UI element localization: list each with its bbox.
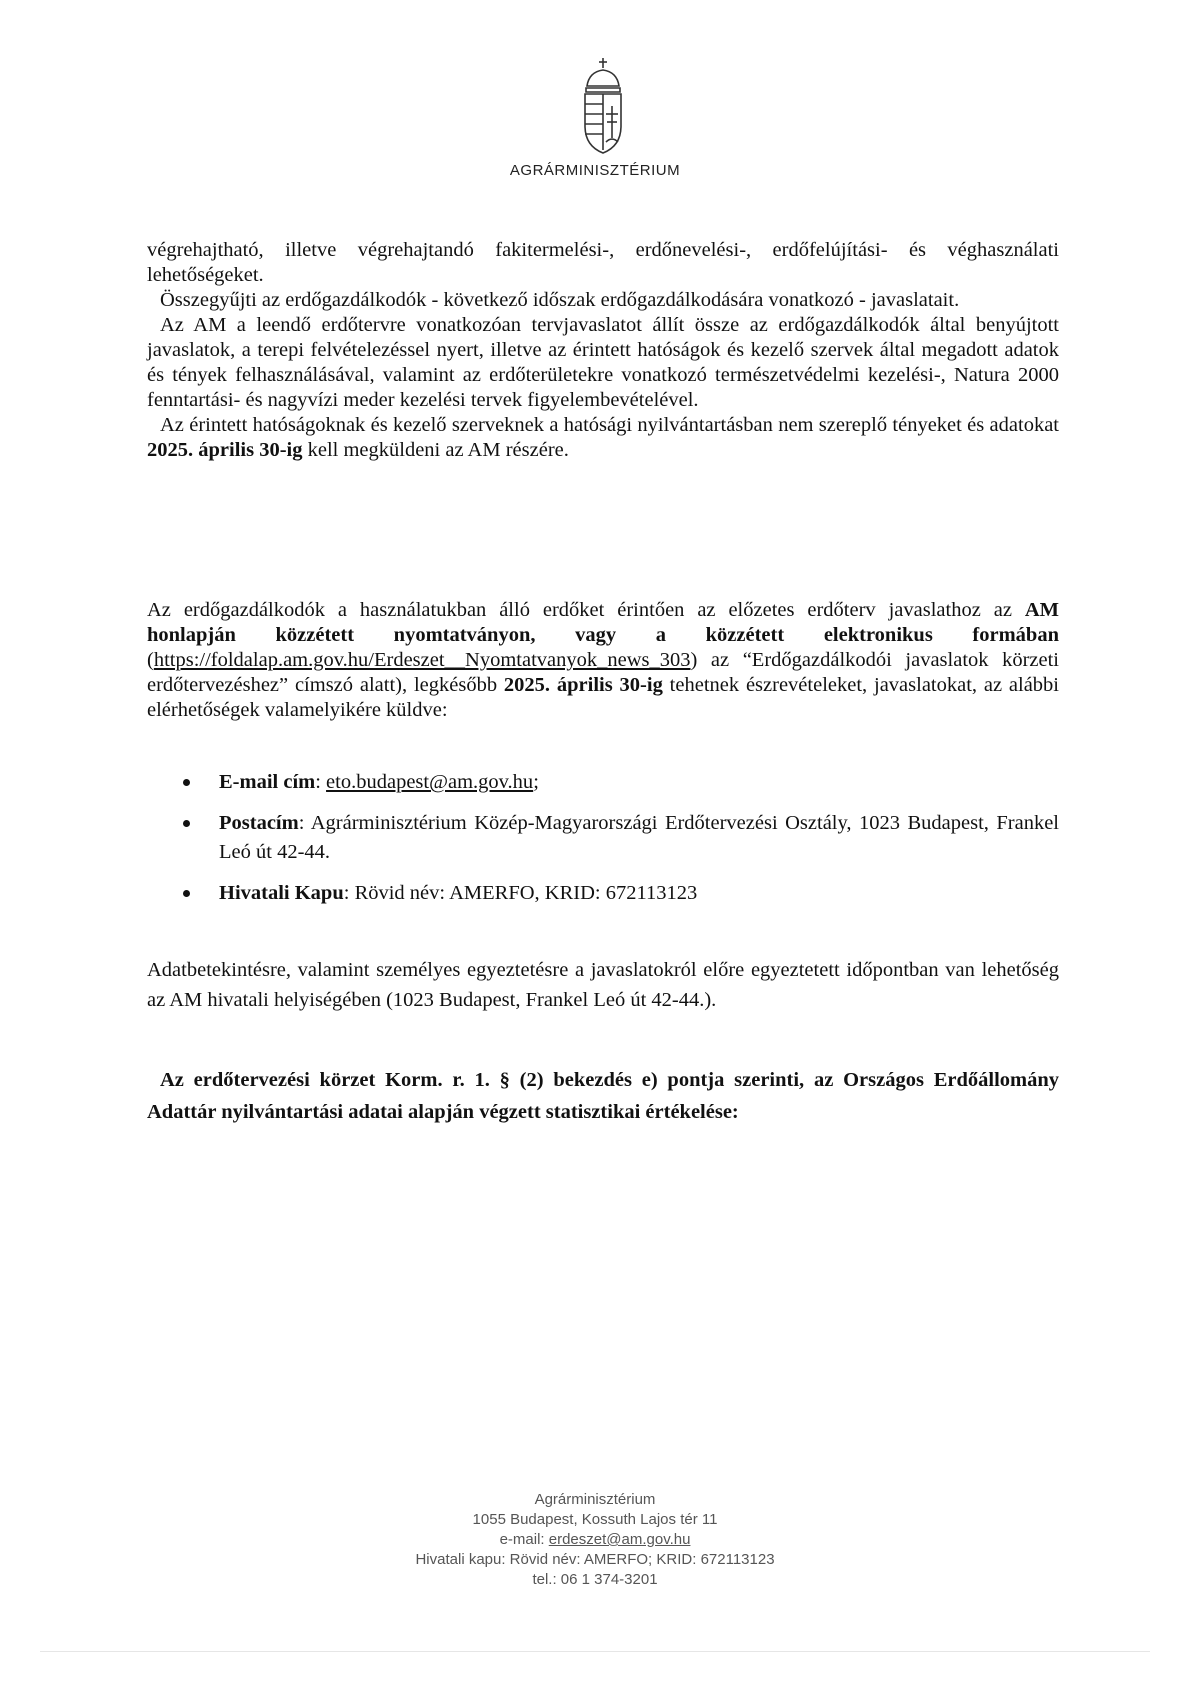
footer-tel: tel.: 06 1 374-3201 <box>532 1571 658 1588</box>
bullet-icon <box>183 779 190 786</box>
submission-deadline: 2025. április 30-ig <box>503 674 663 696</box>
statistics-heading: Az erdőtervezési körzet Korm. r. 1. § (2) bekezdés e) pontja szerinti, az Országos Erdőállomány Adattár nyilvántartási adatai alapján végzett statisztikai értékelése: <box>147 1069 1059 1123</box>
ministry-name: AGRÁRMINISZTÉRIUM <box>509 162 681 179</box>
section-planning-duties <box>147 238 1059 463</box>
bullet-icon <box>183 820 190 827</box>
kapu-details: Rövid név: AMERFO, KRID: 672113123 <box>354 882 698 904</box>
list-item-postal: Postacím: Agrárminisztérium Közép-Magyarországi Erdőtervezési Osztály, 1023 Budapest, Frankel Leó út 42-44. <box>147 809 1059 867</box>
footer-org: Agrárminisztérium <box>534 1491 656 1508</box>
paragraph-submission-info: Az erdőgazdálkodók a használatukban álló erdőket érintően az előzetes erdőterv javaslathoz az AM honlapján közzétett nyomtatványon, vagy a közzétett elektronikus formában (https://foldalap.am.gov.hu/Erdeszet__Nyomtatvanyok_news_303) az “Erdőgazdálkodói javaslatok körzeti erdőtervezéshez” címszó alatt), legkésőbb 2025. április 30-ig tehetnek észrevételeket, javaslatokat, az alábbi elérhetőségek valamelyikére küldve: <box>147 599 1060 721</box>
paragraph-data-review: Adatbetekintésre, valamint személyes egyeztetésre a javaslatokról előre egyeztetett időpontban van lehetőség az AM hivatali helyiségében (1023 Budapest, Frankel Leó út 42-44.). <box>147 959 1059 1011</box>
paragraph-collect-proposals: Összegyűjti az erdőgazdálkodók - következő időszak erdőgazdálkodására vonatkozó - javaslatait. <box>160 289 960 311</box>
bullet-icon <box>183 890 190 897</box>
paragraph-authorities-deadline: Az érintett hatóságoknak és kezelő szerveknek a hatósági nyilvántartásban nem szereplő tényeket és adatokat 2025. április 30-ig kell megküldeni az AM részére. <box>147 414 1059 461</box>
footer-kapu: Hivatali kapu: Rövid név: AMERFO; KRID: 672113123 <box>415 1551 775 1568</box>
list-item-email: E-mail cím: eto.budapest@am.gov.hu; <box>147 768 1059 797</box>
section-data-review <box>147 955 1059 1015</box>
footer-email-line: e-mail: erdeszet@am.gov.hu <box>499 1531 691 1548</box>
form-info-bold: AM honlapján közzétett nyomtatványon, vagy a közzétett elektronikus formában <box>147 599 1059 646</box>
contact-list <box>147 768 1059 920</box>
paragraph-harvest-options: végrehajtható, illetve végrehajtandó fakitermelési-, erdőnevelési-, erdőfelújítási- és véghasználati lehetőségeket. <box>147 239 1059 286</box>
section-forest-managers-proposals <box>147 598 1059 723</box>
deadline-year: 2025. <box>147 439 194 461</box>
footer-email-link[interactable]: erdeszet@am.gov.hu <box>548 1531 691 1548</box>
section-statistics-heading <box>147 1064 1059 1128</box>
page-bottom-divider <box>40 1651 1150 1652</box>
paragraph-plan-proposal: Az AM a leendő erdőtervre vonatkozóan tervjavaslatot állít össze az erdőgazdálkodók által benyújtott javaslatok, a terepi felvételezéssel nyert, illetve az érintett hatóságok és kezelő szervek által megadott adatok és tények felhasználásával, valamint az erdőterületekre vonatkozó természetvédelmi kezelési-, Natura 2000 fenntartási- és nagyvízi meder kezelési tervek figyelembevételével. <box>147 314 1059 411</box>
deadline-date: április 30-ig <box>198 439 303 461</box>
contact-email-link[interactable]: eto.budapest@am.gov.hu <box>326 771 534 793</box>
forms-link[interactable]: https://foldalap.am.gov.hu/Erdeszet__Nyomtatvanyok_news_303 <box>153 649 691 671</box>
footer-address: 1055 Budapest, Kossuth Lajos tér 11 <box>472 1511 718 1528</box>
postal-address: Agrárminisztérium Közép-Magyarországi Erdőtervezési Osztály, 1023 Budapest, Frankel Leó út 42-44. <box>219 812 1059 863</box>
letterhead-footer <box>0 1490 1190 1590</box>
hungarian-coat-of-arms-icon <box>577 56 629 156</box>
list-item-hivatali-kapu: Hivatali Kapu: Rövid név: AMERFO, KRID: 672113123 <box>147 879 1059 908</box>
